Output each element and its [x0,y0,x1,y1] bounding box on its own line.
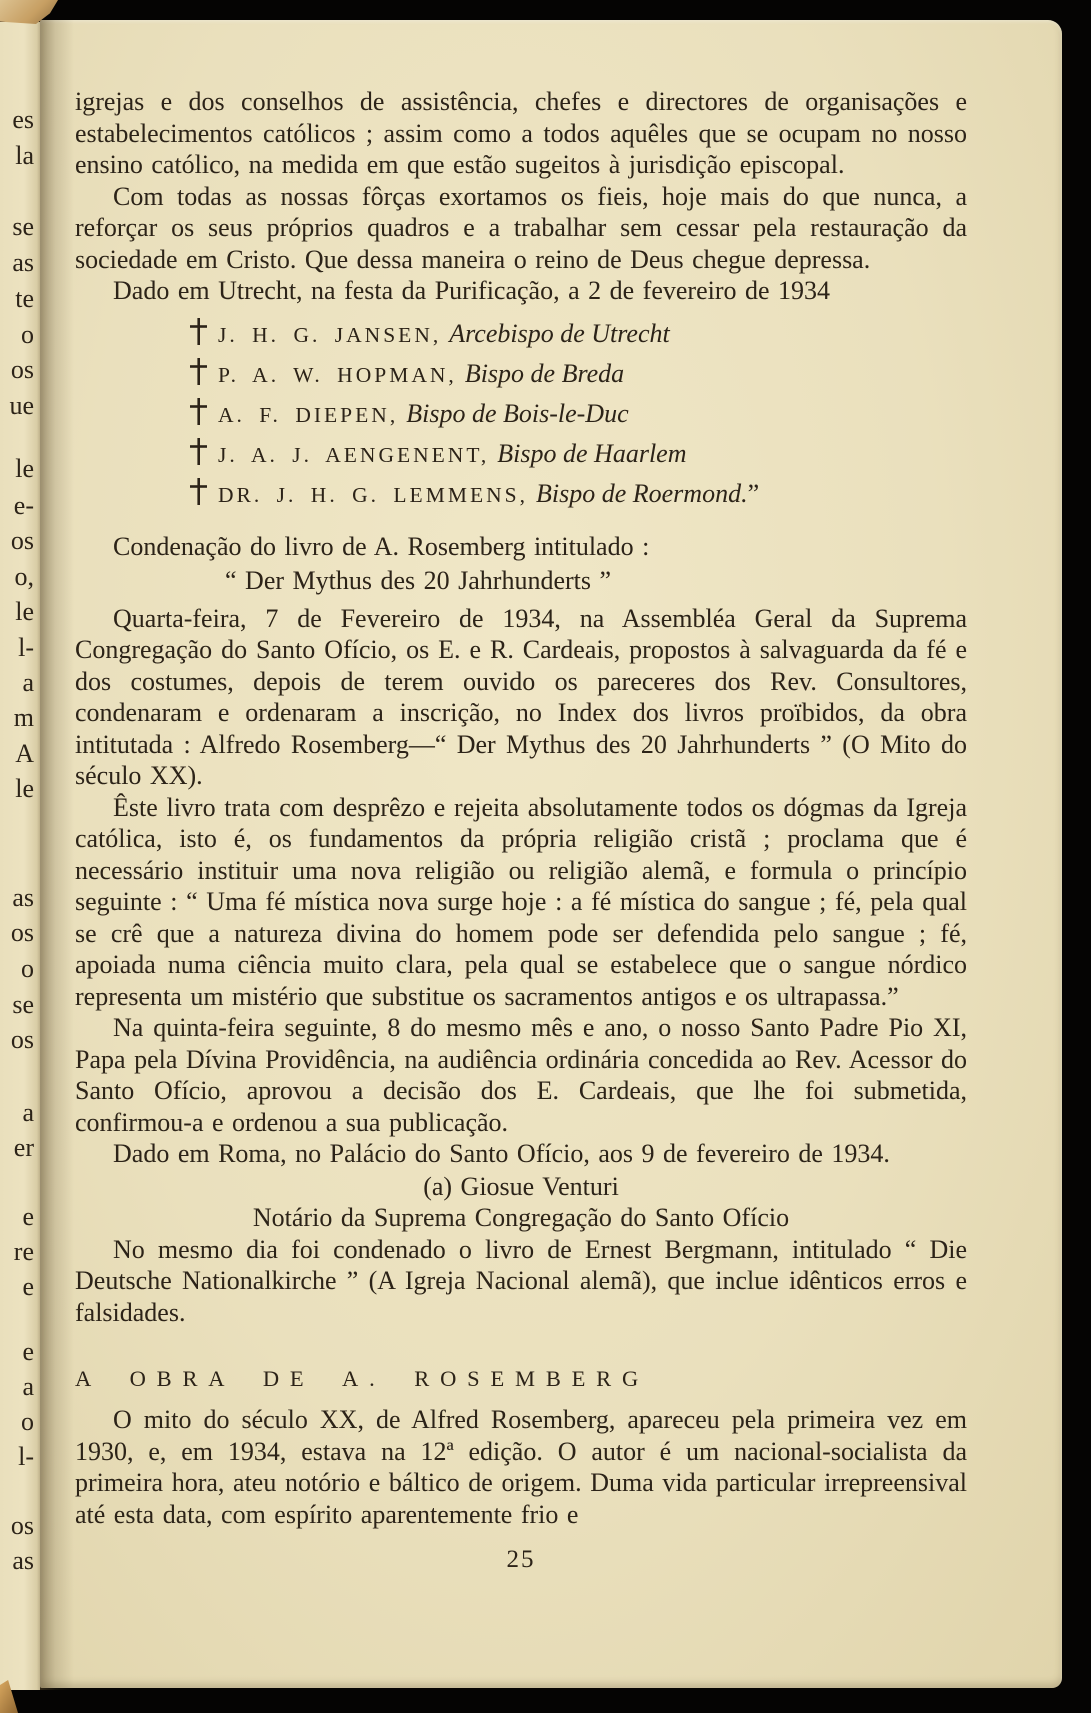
cut-off-text-fragment: os [10,1511,34,1540]
closing-quote: ” [747,478,760,508]
cut-off-text-fragment: as [12,1546,34,1575]
cut-off-text-fragment: l- [18,633,34,662]
paragraph-mesmo-dia: No mesmo dia foi condenado o livro de Ernest Bergmann, intitulado “ Die Deutsche Nationalkirche ” (A Igreja Nacional alemã), que inclue idênticos erros e falsidades. [75,1234,967,1327]
cut-off-text-fragment: os [10,355,34,384]
cut-off-text-fragment: la [15,141,34,170]
cross-icon [190,398,208,435]
signature-line [190,355,967,395]
signatory-name: DR. J. H. G. LEMMENS, [218,482,528,507]
cut-off-text-fragment: l- [18,1442,34,1471]
cut-off-text-fragment: se [12,990,34,1019]
cut-off-text-fragment: le [15,597,34,626]
signatory-name: J. A. J. AENGENENT, [218,442,490,467]
cut-off-text-fragment: le [15,774,34,803]
cut-off-text-fragment: e [22,1272,34,1301]
cut-off-text-fragment: te [15,284,34,313]
cut-off-text-fragment: le [15,454,34,483]
cut-off-text-fragment: o, [14,562,34,591]
cross-icon [190,318,208,355]
paragraph-o-mito: O mito do século XX, de Alfred Rosemberg, apareceu pela primeira vez em 1930, e, em 1934, estava na 12ª edição. O autor é um nacional-socialista da primeira hora, ateu notório e báltico de origem. Duma vida particular irrepreensival até esta data, com espírito aparentemente frio e [75,1405,967,1529]
page-number: 25 [506,1546,536,1573]
notario-line: Notário da Suprema Congregação do Santo Ofício [252,1203,790,1232]
section-heading-obra: A OBRA DE A. ROSEMBERG [75,1366,650,1391]
signatory-name: J. H. G. JANSEN, [218,322,442,347]
cut-off-text-fragment: os [10,526,34,555]
page-gutter-shadow [40,20,74,1690]
paragraph-quarta-feira: Quarta-feira, 7 de Fevereiro de 1934, na Assembléa Geral da Suprema Congregação do Santo Ofício, os E. e R. Cardeais, propostos à salvaguarda da fé e dos costumes, depois de terem ouvido os pareceres dos Rev. Consultores, condenaram e ordenaram a inscrição, no Index dos livros proïbidos, da obra intitutada : Alfredo Rosemberg—“ Der Mythus des 20 Jahrhunderts ” (O Mito do século XX). [75,603,967,790]
paragraph-com-todas: Com todas as nossas fôrças exortamos os fieis, hoje mais do que nunca, a reforçar os seus próprios quadros e a trabalhar sem cessar pela restauração da sociedade em Cristo. Que dessa maneira o reino de Deus chegue depressa. [75,181,967,274]
cut-off-text-fragment: a [22,1372,34,1401]
signatory-title: Bispo de Haarlem [497,438,687,468]
signature-line [190,475,967,515]
cut-off-text-fragment: as [12,248,34,277]
page-text-block [75,86,967,1576]
cut-off-text-fragment: e- [13,491,34,520]
adjacent-page-edge [0,22,40,1690]
signatory-title: Bispo de Breda [464,358,625,388]
signatory-title: Bispo de Roermond. [536,478,748,508]
cut-off-text-fragment: ue [9,391,34,420]
signatory-title: Arcebispo de Utrecht [449,318,670,348]
signature-line [190,395,967,435]
paragraph-dado-roma: Dado em Roma, no Palácio do Santo Ofício, aos 9 de fevereiro de 1934. [113,1139,890,1168]
cut-off-text-fragment: o [21,320,34,349]
cut-off-text-fragment: m [13,703,34,732]
bishop-signatures [190,315,967,515]
cut-off-text-fragment: a [22,1098,34,1127]
signatory-title: Bispo de Bois-le-Duc [406,398,629,428]
cut-off-text-fragment: os [10,1025,34,1054]
cut-off-text-fragment: os [10,918,34,947]
cross-icon [190,478,208,515]
paragraph-dado-utrecht: Dado em Utrecht, na festa da Purificação, a 2 de fevereiro de 1934 [113,276,831,305]
cut-off-text-fragment: se [12,212,34,241]
cut-off-text-fragment: a [22,668,34,697]
cut-off-text-fragment: er [13,1133,34,1162]
cut-off-text-fragment: as [12,883,34,912]
cross-icon [190,358,208,395]
cut-off-text-fragment: es [12,105,34,134]
signature-line [190,315,967,355]
cut-off-text-fragment: o [21,1407,34,1436]
signature-venturi: (a) Giosue Venturi [423,1171,619,1201]
cut-off-text-fragment: A [15,739,34,768]
condemnation-line: Condenação do livro de A. Rosemberg intitulado : [113,531,650,561]
cross-icon [190,438,208,475]
paragraph-igrejas: igrejas e dos conselhos de assistência, chefes e directores de organisações e estabelecimentos católicos ; assim como a todos aquêles que se ocupam no nosso ensino católico, na medida em que estão sugeitos à jurisdição episcopal. [75,87,967,179]
cut-off-text-fragment: e [22,1202,34,1231]
cut-off-text-fragment: e [22,1337,34,1366]
signatory-name: A. F. DIEPEN, [218,402,399,427]
paragraph-este-livro: Êste livro trata com desprêzo e rejeita absolutamente todos os dógmas da Igreja católica, isto é, os fundamentos da própria religião cristã ; proclama que é necessário instituir uma nova religião ou religião alemã, e formula o princípio seguinte : “ Uma fé mística nova surge hoje : a fé mística do sangue ; fé, pela qual se crê que a natureza divina do homem pode ser defendida pelo sangue ; fé, apoiada numa ciência muito clara, pela qual se estabelece que o sangue nórdico representa um mistério que substitue os sacramentos antigos e os ultrapassa.” [75,792,967,1011]
cut-off-text-fragment: o [21,954,34,983]
signature-line [190,435,967,475]
book-page [40,20,1062,1688]
signatory-name: P. A. W. HOPMAN, [218,362,457,387]
cut-off-text-fragment: re [13,1237,34,1266]
condemned-book-title: “ Der Mythus des 20 Jahrhunderts ” [225,566,612,595]
paragraph-quinta-feira: Na quinta-feira seguinte, 8 do mesmo mês e ano, o nosso Santo Padre Pio XI, Papa pela Dívina Providência, na audiência ordinária concedida ao Rev. Acessor do Santo Ofício, aprovou a decisão dos E. Cardeais, que lhe foi submetida, confirmou-a e ordenou a sua publicação. [75,1013,967,1137]
